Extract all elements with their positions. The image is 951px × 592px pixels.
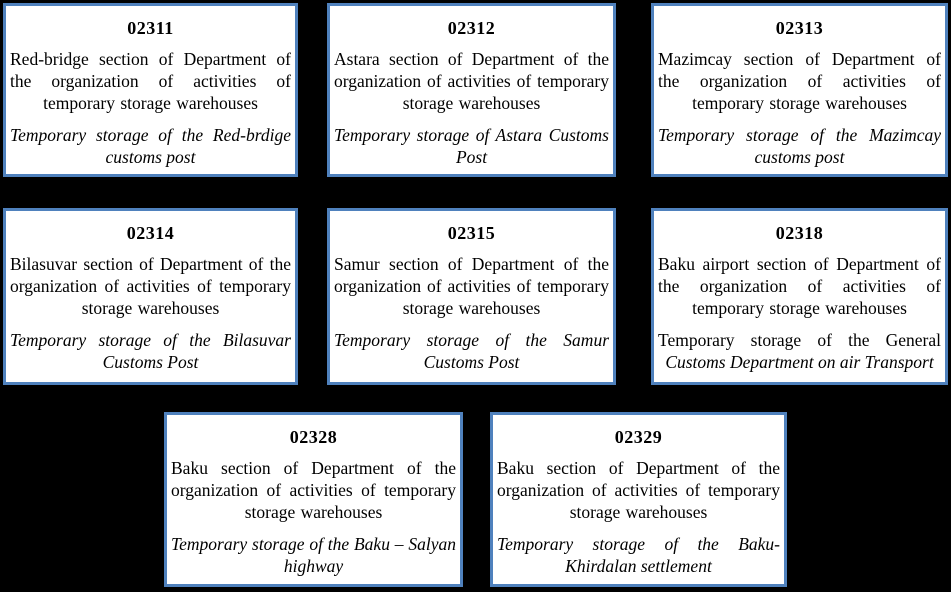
unit-code: 02312 <box>447 18 496 38</box>
unit-code: 02313 <box>775 18 824 38</box>
unit-subtitle <box>334 124 609 168</box>
unit-title: Mazimcay section of Department of the organization of activities of temporary storage warehouses <box>658 49 941 113</box>
unit-code: 02314 <box>126 223 175 243</box>
unit-subtitle-italic: Temporary storage of the Baku – Salyan highway <box>171 534 456 576</box>
unit-code: 02311 <box>127 18 174 38</box>
unit-subtitle-italic: Temporary storage of the Red-brdige customs post <box>10 125 291 167</box>
unit-title: Red-bridge section of Department of the organization of activities of temporary storage warehouses <box>10 49 291 113</box>
unit-subtitle <box>497 533 780 577</box>
unit-title: Bilasuvar section of Department of the organization of activities of temporary storage warehouses <box>10 254 291 318</box>
org-unit-card <box>3 208 298 385</box>
unit-title: Baku section of Department of the organization of activities of temporary storage warehouses <box>497 458 780 522</box>
unit-code: 02329 <box>614 427 663 447</box>
unit-subtitle <box>10 124 291 168</box>
unit-subtitle-plain: Temporary storage of the General <box>658 330 941 350</box>
unit-subtitle <box>658 329 941 373</box>
unit-subtitle <box>658 124 941 168</box>
org-unit-card <box>327 208 616 385</box>
unit-subtitle-italic: Temporary storage of the Samur Customs Post <box>334 330 609 372</box>
unit-code: 02318 <box>775 223 824 243</box>
unit-title: Baku airport section of Department of the organization of activities of temporary storage warehouses <box>658 254 941 318</box>
unit-subtitle-italic: Temporary storage of the Bilasuvar Customs Post <box>10 330 291 372</box>
unit-title: Samur section of Department of the organization of activities of temporary storage warehouses <box>334 254 609 318</box>
unit-subtitle <box>10 329 291 373</box>
org-unit-card <box>164 412 463 587</box>
org-unit-card <box>490 412 787 587</box>
unit-code: 02328 <box>289 427 338 447</box>
unit-subtitle <box>334 329 609 373</box>
unit-title: Astara section of Department of the organization of activities of temporary storage warehouses <box>334 49 609 113</box>
unit-title: Baku section of Department of the organization of activities of temporary storage warehouses <box>171 458 456 522</box>
org-unit-card <box>651 3 948 177</box>
unit-subtitle-italic: Temporary storage of the Mazimcay customs post <box>658 125 941 167</box>
unit-subtitle <box>171 533 456 577</box>
unit-code: 02315 <box>447 223 496 243</box>
org-unit-card <box>327 3 616 177</box>
unit-subtitle-italic: Customs Department on air Transport <box>665 352 934 372</box>
unit-subtitle-italic: Temporary storage of Astara Customs Post <box>334 125 609 167</box>
unit-subtitle-italic: Temporary storage of the Baku-Khirdalan settlement <box>497 534 780 576</box>
org-unit-card <box>651 208 948 385</box>
org-unit-card <box>3 3 298 177</box>
